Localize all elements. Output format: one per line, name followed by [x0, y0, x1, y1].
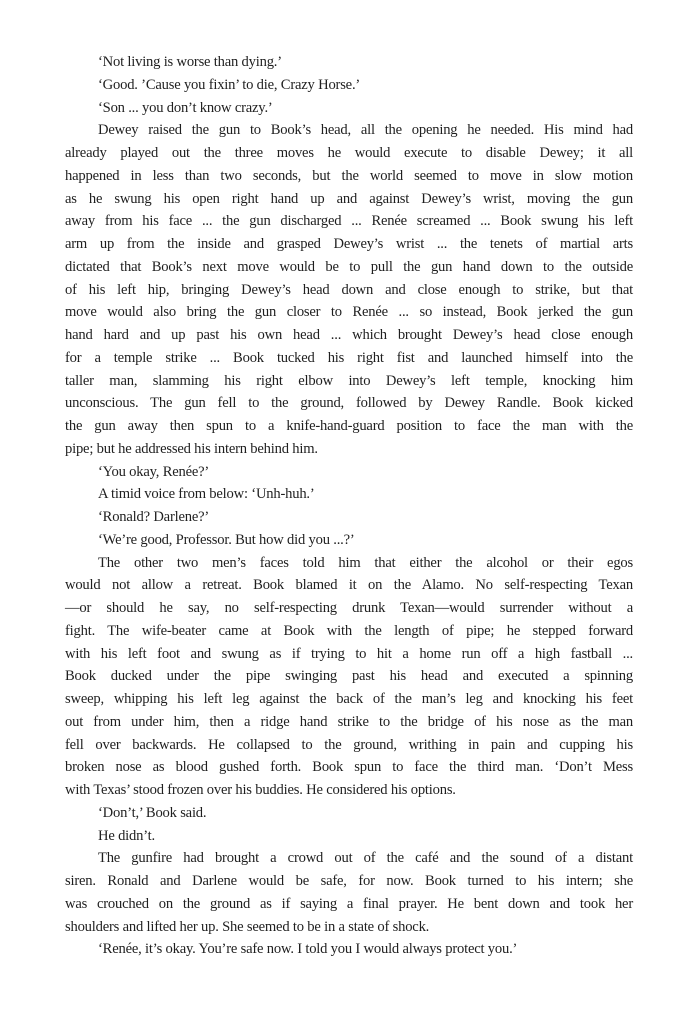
paragraph	[65, 847, 633, 938]
text-line: with Texas’ stood frozen over his buddies. He considered his options.	[65, 782, 456, 798]
paragraph	[65, 97, 633, 120]
text-line: —or should he say, no self-respecting drunk Texan—would surrender without a	[65, 600, 633, 616]
text-line: happened in less than two seconds, but the world seemed to move in slow motion	[65, 167, 633, 184]
text-line: ‘Don’t,’ Book said.	[98, 804, 207, 821]
text-line: ‘Not living is worse than dying.’	[98, 54, 282, 70]
text-line: siren. Ronald and Darlene would be safe, for now. Book turned to his intern; she	[65, 873, 633, 889]
paragraph	[65, 483, 633, 506]
paragraph	[65, 119, 633, 460]
paragraph	[65, 552, 633, 802]
text-line: would not allow a retreat. Book blamed it on the Alamo. No self-respecting Texan	[65, 577, 633, 594]
text-line: Book ducked under the pipe swinging past his head and executed a spinning	[65, 668, 633, 685]
text-line: The gunfire had brought a crowd out of the café and the sound of a distant	[98, 850, 633, 867]
paragraph	[65, 74, 633, 97]
text-line: ‘We’re good, Professor. But how did you ...?’	[98, 531, 355, 548]
text-line: as he swung his open right hand up and against Dewey’s wrist, moving the gun	[65, 190, 633, 207]
text-line: for a temple strike ... Book tucked his right fist and launched himself into the	[65, 349, 633, 366]
text-line: unconscious. The gun fell to the ground, followed by Dewey Randle. Book kicked	[65, 395, 633, 412]
page-text-block	[65, 51, 633, 961]
text-line: fight. The wife-beater came at Book with the length of pipe; he stepped forward	[65, 622, 633, 639]
text-line: ‘Ronald? Darlene?’	[98, 509, 210, 525]
text-line: He didn’t.	[98, 827, 155, 844]
paragraph	[65, 506, 633, 529]
text-line: hand hard and up past his own head ... which brought Dewey’s head close enough	[65, 327, 633, 343]
text-line: arm up from the inside and grasped Dewey’s wrist ... the tenets of martial arts	[65, 236, 633, 252]
text-line: out from under him, then a ridge hand strike to the bridge of his nose as the man	[65, 713, 633, 730]
paragraph	[65, 802, 633, 825]
paragraph	[65, 825, 633, 848]
text-line: fell over backwards. He collapsed to the ground, writhing in pain and cupping his	[65, 736, 633, 753]
text-line: ‘Good. ’Cause you fixin’ to die, Crazy Horse.’	[98, 76, 361, 93]
text-line: move would also bring the gun closer to Renée ... so instead, Book jerked the gun	[65, 304, 633, 321]
text-line: broken nose as blood gushed forth. Book spun to face the third man. ‘Don’t Mess	[65, 759, 633, 776]
text-line: ‘You okay, Renée?’	[98, 463, 210, 480]
text-line: taller man, slamming his right elbow into Dewey’s left temple, knocking him	[65, 372, 633, 389]
text-line: shoulders and lifted her up. She seemed to be in a state of shock.	[65, 918, 430, 935]
text-line: Dewey raised the gun to Book’s head, all the opening he needed. His mind had	[98, 122, 633, 139]
paragraph	[65, 51, 633, 74]
text-line: the gun away then spun to a knife-hand-guard position to face the man with the	[65, 418, 633, 434]
paragraph	[65, 529, 633, 552]
paragraph	[65, 461, 633, 484]
text-line: of his left hip, bringing Dewey’s head down and close enough to strike, but that	[65, 281, 633, 298]
text-line: already played out the three moves he would execute to disable Dewey; it all	[65, 145, 633, 161]
text-line: dictated that Book’s next move would be to pull the gun hand down to the outside	[65, 258, 633, 275]
text-line: sweep, whipping his left leg against the back of the man’s leg and knocking his feet	[65, 691, 633, 707]
text-line: ‘Renée, it’s okay. You’re safe now. I told you I would always protect you.’	[98, 941, 518, 958]
text-line: A timid voice from below: ‘Unh-huh.’	[98, 486, 315, 503]
text-line: with his left foot and swung as if trying to hit a home run off a high fastball ...	[65, 645, 633, 662]
text-line: away from his face ... the gun discharged ... Renée screamed ... Book swung his left	[65, 213, 633, 230]
text-line: The other two men’s faces told him that either the alcohol or their egos	[98, 554, 633, 571]
text-line: was crouched on the ground as if saying a final prayer. He bent down and took her	[65, 895, 633, 912]
text-line: pipe; but he addressed his intern behind him.	[65, 440, 318, 457]
text-line: ‘Son ... you don’t know crazy.’	[98, 99, 273, 116]
paragraph	[65, 938, 633, 961]
